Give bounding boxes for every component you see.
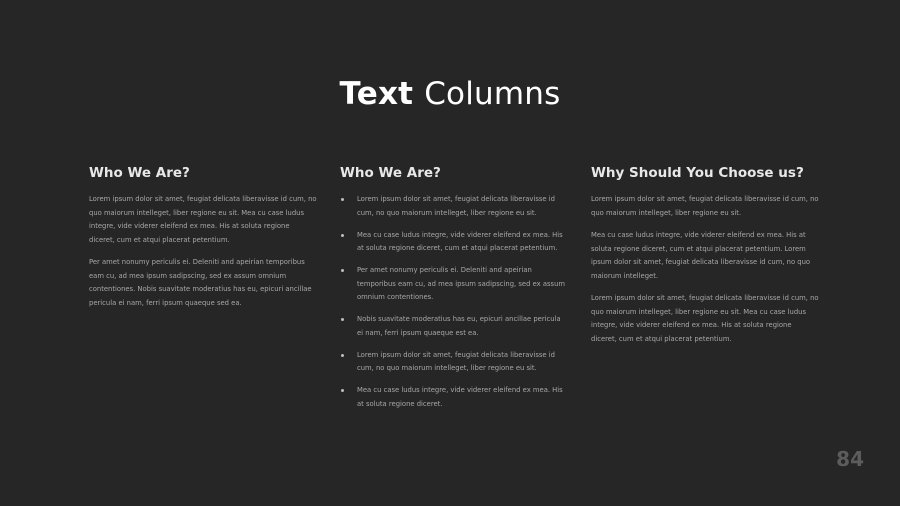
bullet-text: Nobis suavitate moderatius has eu, epicuri ancillae pericula ei nam, ferri ipsum quaeque est ea. [357, 315, 561, 337]
bullet-text: Mea cu case ludus integre, vide viderer eleifend ex mea. His at soluta regione diceret, cum et atqui placerat petentium. [357, 230, 563, 252]
bullet-text: Per amet nonumy periculis ei. Deleniti and apeirian temporibus eam cu, ad mea ipsum sadipscing, sed ex assum omnium contentiones. [357, 266, 565, 301]
bullet-item [340, 313, 568, 340]
bullet-item [340, 264, 568, 305]
bullet-text: Mea cu case ludus integre, vide viderer eleifend ex mea. His at soluta regione diceret. [357, 386, 563, 408]
column-paragraph: Lorem ipsum dolor sit amet, feugiat delicata liberavisse id cum, no quo maiorum intelleget, liber regione eu sit. Mea cu case ludus integre, vide viderer eleifend ex mea. His at soluta regione diceret, cum et atqui placerat petentium. [591, 294, 819, 343]
column-why-choose-us [591, 163, 819, 355]
column-paragraph: Per amet nonumy periculis ei. Deleniti and apeirian temporibus eam cu, ad mea ipsum sadipscing, sed ex assum omnium contentiones. Nobis suavitate moderatius has eu, epicuri ancillae pericula ei nam, ferri ipsum quaeque sed ea. [89, 258, 312, 307]
bullet-dot-icon [341, 269, 344, 272]
slide-title [0, 74, 900, 114]
bullet-dot-icon [341, 234, 344, 237]
bullet-dot-icon [341, 318, 344, 321]
bullet-dot-icon [341, 354, 344, 357]
column-paragraph: Lorem ipsum dolor sit amet, feugiat delicata liberavisse id cum, no quo maiorum intelleget, liber regione eu sit. [591, 195, 819, 217]
bullet-item [340, 384, 568, 411]
title-light-part: Columns [424, 76, 561, 112]
column-heading: Who We Are? [340, 165, 441, 181]
bullet-list [340, 193, 568, 411]
bullet-dot-icon [341, 389, 344, 392]
column-who-we-are [89, 163, 317, 319]
bullet-item [340, 349, 568, 376]
bullet-item [340, 229, 568, 256]
column-paragraph: Mea cu case ludus integre, vide viderer eleifend ex mea. His at soluta regione diceret, cum et atqui placerat petentium. Lorem ipsum dolor sit amet, feugiat delicata liberavisse id cum, no quo maiorum intelleget. [591, 231, 811, 280]
bullet-text: Lorem ipsum dolor sit amet, feugiat delicata liberavisse id cum, no quo maiorum intelleget, liber regione eu sit. [357, 195, 555, 217]
title-bold-part: Text [339, 76, 414, 112]
column-who-we-are-bullets [340, 163, 568, 420]
column-paragraph: Lorem ipsum dolor sit amet, feugiat delicata liberavisse id cum, no quo maiorum intelleget, liber regione eu sit. Mea cu case ludus integre, vide viderer eleifend ex mea. His at soluta regione diceret, cum et atqui placerat petentium. [89, 195, 317, 244]
column-heading: Who We Are? [89, 165, 190, 181]
column-heading: Why Should You Choose us? [591, 165, 804, 181]
bullet-dot-icon [341, 198, 344, 201]
bullet-text: Lorem ipsum dolor sit amet, feugiat delicata liberavisse id cum, no quo maiorum intelleget, liber regione eu sit. [357, 350, 555, 372]
page-number: 84 [836, 447, 864, 471]
bullet-item [340, 193, 568, 220]
